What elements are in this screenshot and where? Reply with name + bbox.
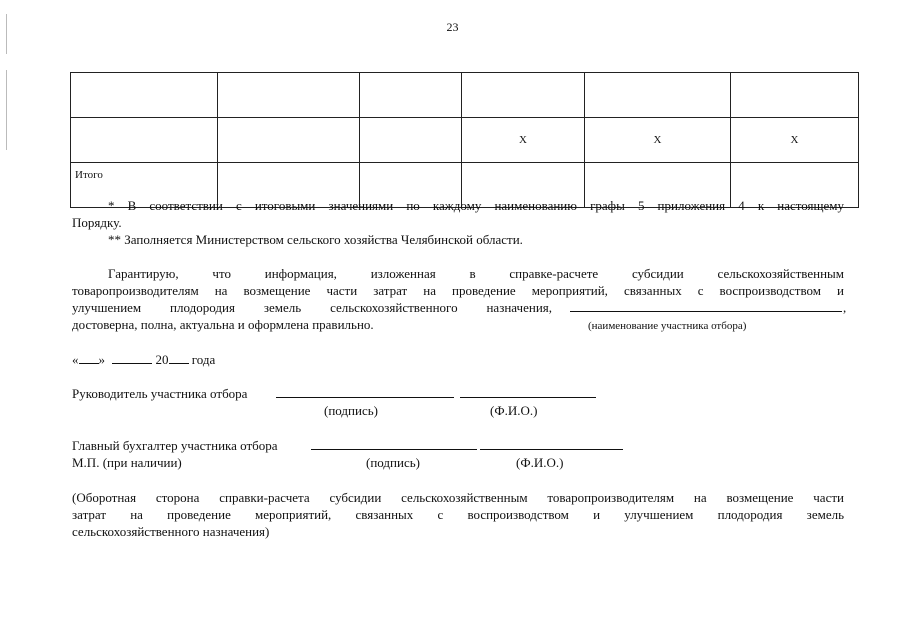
guarantee-line-4: достоверна, полна, актуальна и оформлена правильно.: [72, 317, 374, 332]
page-number: 23: [446, 20, 459, 34]
guarantee-line-3: улучшением плодородия земель сельскохозяйственного назначения,: [72, 300, 552, 315]
table-cell: [585, 73, 731, 118]
table-cell: [360, 73, 462, 118]
table-cell: [71, 73, 218, 118]
back-note-line-3: сельскохозяйственного назначения): [72, 524, 270, 539]
head-fio-field[interactable]: [460, 386, 596, 402]
accountant-fio-field[interactable]: [480, 438, 623, 454]
table-cell: [71, 118, 218, 163]
footnote-1: * В соответствии с итоговыми значениями по каждому наименованию графы 5 приложения 4 к настоящему: [108, 198, 844, 213]
date-close-quote: »: [98, 352, 105, 367]
back-note-line-2: затрат на проведение мероприятий, связанных с воспроизводством и улучшением плодородия земель: [72, 507, 844, 522]
back-note-line-1: (Оборотная сторона справки-расчета субсидии сельскохозяйственным товаропроизводителям на возмещение части: [72, 490, 844, 505]
head-signature-field[interactable]: [276, 386, 454, 402]
head-fio-caption: (Ф.И.О.): [490, 403, 538, 418]
scan-edge-mark: [6, 70, 7, 150]
table-row: [71, 118, 859, 163]
summary-table: [70, 72, 859, 208]
year-prefix: 20: [155, 352, 169, 367]
guarantee-line-1: Гарантирую, что информация, изложенная в справке-расчете субсидии сельскохозяйственным: [108, 266, 844, 281]
accountant-label: Главный бухгалтер участника отбора: [72, 438, 278, 453]
stamp-label: М.П. (при наличии): [72, 455, 182, 470]
table-cell: [360, 118, 462, 163]
table-cell-x: X: [585, 118, 731, 163]
date-open-quote: «: [72, 352, 79, 367]
footnote-2: ** Заполняется Министерством сельского хозяйства Челябинской области.: [108, 232, 523, 247]
table-cell: [218, 73, 360, 118]
table-cell: [462, 73, 585, 118]
table-cell: [218, 118, 360, 163]
month-field[interactable]: [112, 352, 152, 364]
table-cell: [731, 73, 859, 118]
head-signature-caption: (подпись): [324, 403, 378, 418]
accountant-signature-field[interactable]: [311, 438, 477, 454]
table-row: [71, 73, 859, 118]
year-field[interactable]: [169, 352, 189, 364]
year-suffix: года: [191, 352, 216, 367]
accountant-signature-caption: (подпись): [366, 455, 420, 470]
date-line: [72, 352, 215, 368]
head-label: Руководитель участника отбора: [72, 386, 248, 401]
footnote-1-cont: Порядку.: [72, 215, 122, 230]
accountant-fio-caption: (Ф.И.О.): [516, 455, 564, 470]
participant-name-field[interactable]: [570, 300, 842, 316]
guarantee-line-3-comma: ,: [843, 300, 847, 315]
day-field[interactable]: [79, 352, 99, 364]
participant-caption: (наименование участника отбора): [588, 320, 747, 332]
guarantee-line-2: товаропроизводителям на возмещение части затрат на проведение мероприятий, связанных с воспроизводством и: [72, 283, 844, 298]
table-cell-x: X: [731, 118, 859, 163]
table-cell-x: X: [462, 118, 585, 163]
total-label: Итого: [71, 163, 218, 208]
